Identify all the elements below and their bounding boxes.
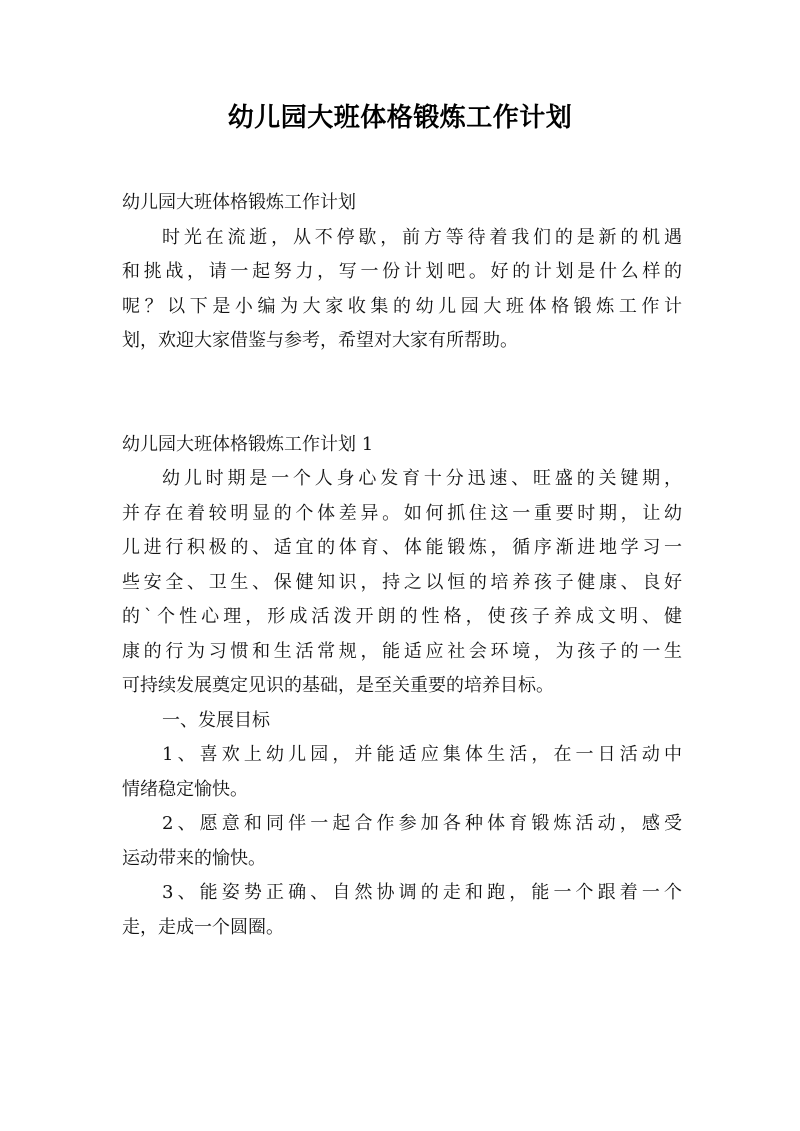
paragraph-line: 幼儿时期是一个人身心发育十分迅速、旺盛的关键期， xyxy=(162,468,682,489)
paragraph-line: 康的行为习惯和生活常规，能适应社会环境，为孩子的一生 xyxy=(122,640,682,662)
paragraph-line: 情绪稳定愉快。 xyxy=(122,778,248,800)
paragraph-line: 走，走成一个圆圈。 xyxy=(122,916,284,938)
subheading-goals: 一、发展目标 xyxy=(162,709,270,731)
paragraph-line: 2、愿意和同伴一起合作参加各种体育锻炼活动，感受 xyxy=(162,813,682,834)
section-spacer xyxy=(122,359,682,428)
document-body xyxy=(122,186,682,945)
document-title: 幼儿园大班体格锻炼工作计划 xyxy=(227,103,573,133)
paragraph-line: 运动带来的愉快。 xyxy=(122,847,266,869)
section-heading: 幼儿园大班体格锻炼工作计划 1 xyxy=(122,433,374,455)
paragraph-line: 1、喜欢上幼儿园，并能适应集体生活，在一日活动中 xyxy=(162,744,682,765)
paragraph-line: 的`个性心理，形成活泼开朗的性格，使孩子养成文明、健 xyxy=(122,606,682,627)
paragraph-line: 儿进行积极的、适宜的体育、体能锻炼，循序渐进地学习一 xyxy=(122,537,682,558)
paragraph-line: 时光在流逝，从不停歇，前方等待着我们的是新的机遇 xyxy=(162,226,682,248)
paragraph-line: 并存在着较明显的个体差异。如何抓住这一重要时期，让幼 xyxy=(122,502,682,524)
paragraph-line: 和挑战，请一起努力，写一份计划吧。好的计划是什么样的 xyxy=(122,261,682,282)
section-heading: 幼儿园大班体格锻炼工作计划 xyxy=(122,192,356,213)
paragraph-line: 3、能姿势正确、自然协调的走和跑，能一个跟着一个 xyxy=(162,882,682,903)
paragraph xyxy=(122,221,682,359)
list-item xyxy=(122,876,682,945)
paragraph-line: 些安全、卫生、保健知识，持之以恒的培养孩子健康、良好 xyxy=(122,571,682,593)
paragraph xyxy=(122,462,682,704)
list-item xyxy=(122,738,682,807)
paragraph-line: 呢？以下是小编为大家收集的幼儿园大班体格锻炼工作计 xyxy=(122,295,682,317)
paragraph-line: 划，欢迎大家借鉴与参考，希望对大家有所帮助。 xyxy=(122,330,518,351)
paragraph-line: 可持续发展奠定见识的基础，是至关重要的培养目标。 xyxy=(122,675,554,696)
list-item xyxy=(122,807,682,876)
